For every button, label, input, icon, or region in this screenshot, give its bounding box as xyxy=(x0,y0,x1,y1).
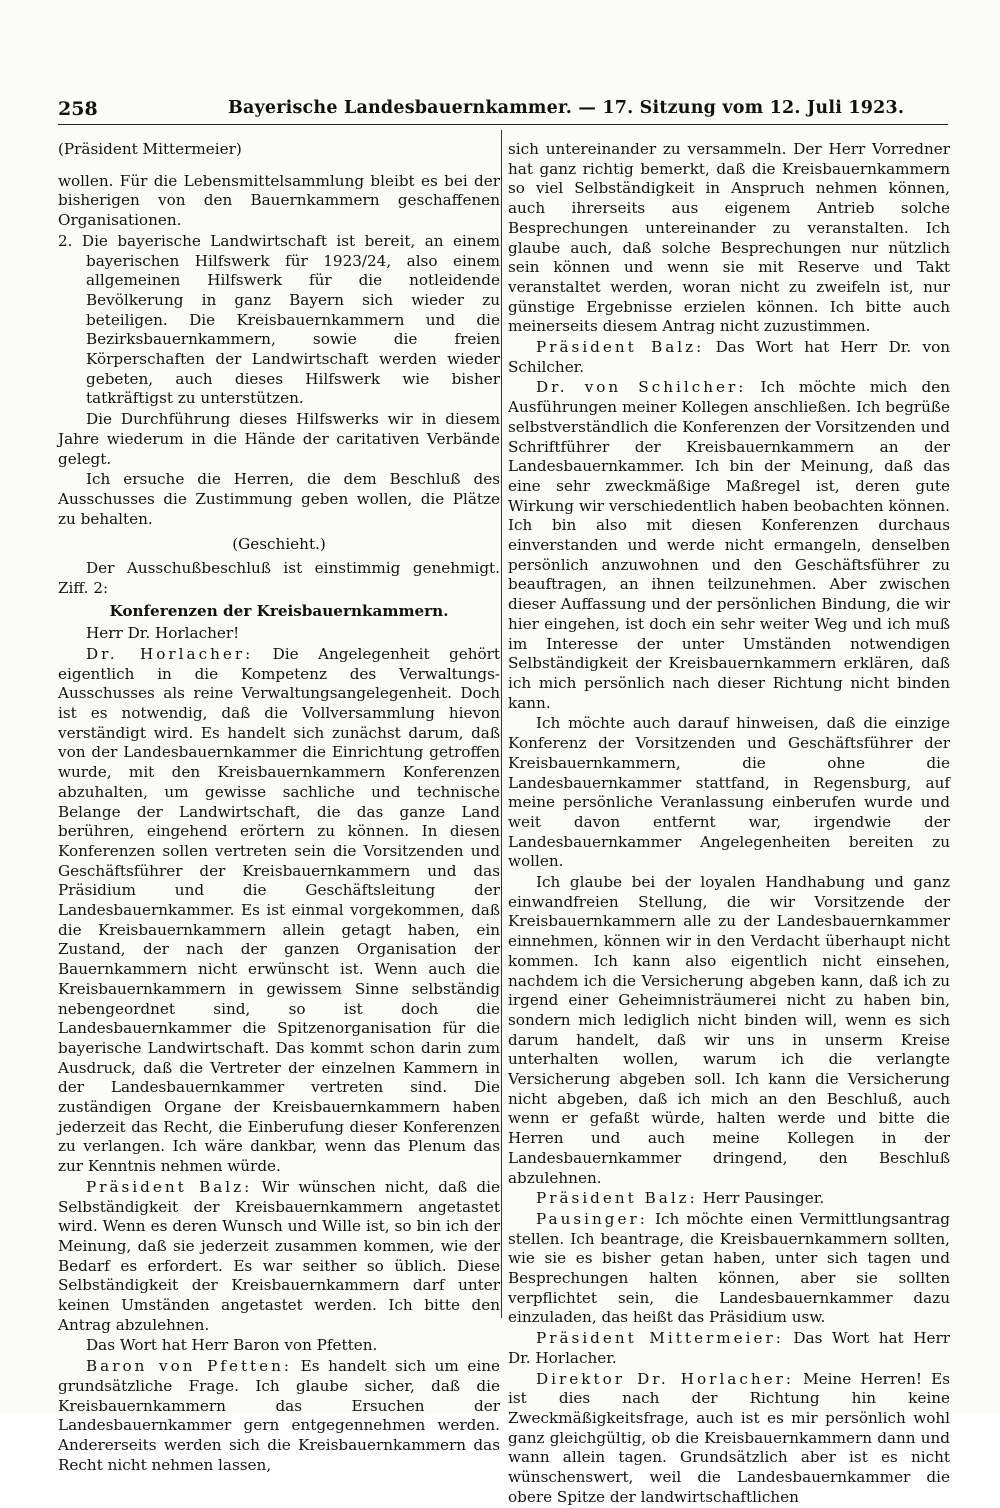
speech-text: Das Wort hat Herr Dr. von Schilcher. xyxy=(508,338,950,376)
speech-text: Das Wort hat Herr Dr. Horlacher. xyxy=(508,1329,950,1367)
speaker-name: Präsident Mittermeier: xyxy=(536,1329,784,1348)
page-number: 258 xyxy=(58,98,98,120)
paragraph xyxy=(508,1329,950,1368)
page-header xyxy=(58,96,948,125)
stage-note: (Geschieht.) xyxy=(232,535,326,554)
speech-text: Meine Herren! Es ist dies nach der Richtung hin keine Zweckmäßigkeitsfrage, auch ist es mir persönlich wohl ganz gleichgültig, ob die Kreisbauernkammern dann und wann allein tagen. Grundsätzlich aber ist es nicht wünschenswert, weil die Landesbauernkammer die obere Spitze der landwirtschaftlichen xyxy=(508,1369,950,1506)
speaker-name: Dr. Horlacher: xyxy=(86,644,254,663)
paragraph-continued: wollen. Für die Lebensmittelsammlung bleibt es bei der bisherigen von den Bauernkammern geschaffenen Organisationen. xyxy=(58,171,500,230)
paragraph xyxy=(508,1210,950,1328)
paragraph: Ich möchte auch darauf hinweisen, daß die einzige Konferenz der Vorsitzenden und Geschäftsführer der Kreisbauernkammern, die ohne die Landesbauernkammer stattfand, in Regensburg, auf meine persönliche Veranlassung einberufen wurde und weit davon entfernt war, irgendwie der Landesbauernkammer Angelegenheiten bereiten zu wollen. xyxy=(508,714,950,871)
speaker-name: Präsident Balz: xyxy=(536,338,705,357)
speaker-name: Dr. von Schilcher: xyxy=(536,378,747,397)
speech-text: Ich möchte mich den Ausführungen meiner Kollegen anschließen. Ich begrüße selbstverständlich die Konferenzen der Vorsitzenden und Schriftführer der Kreisbauernkammern an der Landesbauernkammer. Ich bin der Meinung, daß das eine sehr zweckmäßige Maßregel ist, deren gute Wirkung wir verschiedentlich haben beobachten können. Ich bin also mit diesen Konferenzen durchaus einverstanden und werde nicht ermangeln, denselben persönlich anzuwohnen und den Geschäftsführer zu beauftragen, an ihnen teilzunehmen. Aber zwischen dieser Auffassung und der persönlichen Bindung, die wir hier eingehen, ist doch ein sehr weiter Weg und ich muß im Interesse der unter Umständen notwendigen Selbständigkeit der Kreisbauernkammern erklären, daß ich mich persönlich nach dieser Richtung nicht binden kann. xyxy=(508,378,950,712)
left-column xyxy=(58,140,500,1474)
paragraph: Ich glaube bei der loyalen Handhabung und ganz einwandfreien Stellung, die wir Vorsitzende der Kreisbauernkammern alle zu der Landesbauernkammer einnehmen, können wir in den Verdacht überhaupt nicht kommen. Ich kann also eigentlich nicht einsehen, nachdem ich die Versicherung abgeben kann, daß ich zu irgend einer Geheimnisträumerei nicht zu haben bin, sondern mich lediglich nicht binden will, wenn es sich darum handelt, daß wir uns in unserm Kreise unterhalten wollen, warum ich die verlangte Versicherung abgeben soll. Ich kann die Versicherung nicht abgeben, daß ich mich an den Beschluß, auch wenn er gefaßt würde, halten werde und bitte die Herren und auch meine Kollegen in der Landesbauernkammer dringend, den Beschluß abzulehnen. xyxy=(508,873,950,1187)
speaker-name: Pausinger: xyxy=(536,1209,648,1228)
paragraph xyxy=(58,1178,500,1336)
paragraph xyxy=(508,338,950,377)
speaker-name: Präsident Balz: xyxy=(536,1189,698,1208)
paragraph xyxy=(508,378,950,713)
paragraph xyxy=(58,1357,500,1475)
numbered-item: 2. Die bayerische Landwirtschaft ist bereit, an einem bayerischen Hilfswerk für 1923/24, also einem allgemeinen Hilfswerk für die notleidende Bevölkerung in ganz Bayern sich wieder zu beteiligen. Die Kreisbauernkammern und die Bezirksbauernkammern, sowie die freien Körperschaften der Landwirtschaft werden wieder gebeten, auch dieses Hilfswerk wie bisher tatkräftigst zu unterstützen. xyxy=(58,231,500,408)
speaker-name: Präsident Balz: xyxy=(86,1177,253,1196)
column-divider xyxy=(501,130,502,1318)
speaker-name: Baron von Pfetten: xyxy=(86,1357,293,1376)
paragraph: Der Ausschußbeschluß ist einstimmig genehmigt. Ziff. 2: xyxy=(58,559,500,597)
paragraph: Ich ersuche die Herren, die dem Beschluß des Ausschusses die Zustimmung geben wollen, die Plätze zu behalten. xyxy=(58,470,500,528)
paragraph xyxy=(508,1370,950,1508)
paragraph xyxy=(508,1189,950,1209)
right-column xyxy=(508,140,950,1506)
section-heading: Konferenzen der Kreisbauernkammern. xyxy=(109,602,449,621)
paragraph: Das Wort hat Herr Baron von Pfetten. xyxy=(86,1336,378,1355)
paragraph: Herr Dr. Horlacher! xyxy=(86,624,240,643)
paragraph xyxy=(58,645,500,1177)
paragraph-continued: sich untereinander zu versammeln. Der Herr Vorredner hat ganz richtig bemerkt, daß die Kreisbauernkammern so viel Selbständigkeit in Anspruch nehmen können, auch ihrerseits aus eigenem Antrieb solche Besprechungen untereinander zu veranstalten. Ich glaube auch, daß solche Besprechungen nur nützlich sein können und wenn sie mit Reserve und Takt veranstaltet werden, woran nicht zu zweifeln ist, nur günstige Ergebnisse erzielen können. Ich bitte auch meinerseits diesem Antrag nicht zuzustimmen. xyxy=(508,140,950,336)
speech-text: Herr Pausinger. xyxy=(697,1189,825,1208)
speech-text: Ich möchte einen Vermittlungsantrag stellen. Ich beantrage, die Kreisbauernkammern sollten, wie sie es bisher getan haben, unter sich tagen und Besprechungen halten können, aber sie sollten verpflichtet sein, die Landesbauernkammer dazu einzuladen, das heißt das Präsidium usw. xyxy=(508,1209,950,1327)
speaker-label: (Präsident Mittermeier) xyxy=(58,140,242,158)
running-title: Bayerische Landesbauernkammer. — 17. Sitzung vom 12. Juli 1923. xyxy=(228,98,905,118)
paragraph: Die Durchführung dieses Hilfswerks wir in diesem Jahre wiederum in die Hände der caritativen Verbände gelegt. xyxy=(58,410,500,468)
speaker-name: Direktor Dr. Horlacher: xyxy=(536,1369,795,1388)
speech-text: Wir wünschen nicht, daß die Selbständigkeit der Kreisbauernkammern angetastet wird. Wenn es deren Wunsch und Wille ist, so bin ich der Meinung, daß sie jederzeit zusammen kommen, wie der Bedarf es erfordert. Es war seither so üblich. Diese Selbständigkeit der Kreisbauernkammern darf unter keinen Umständen angetastet werden. Ich bitte den Antrag abzulehnen. xyxy=(58,1177,500,1334)
speech-text: Die Angelegenheit gehört eigentlich in die Kompetenz des Verwaltungs-Ausschusses als reine Verwaltungsangelegenheit. Doch ist es notwendig, daß die Vollversammlung hievon verständigt wird. Es handelt sich zunächst darum, daß von der Landesbauernkammer die Einrichtung getroffen wurde, mit den Kreisbauernkammern Konferenzen abzuhalten, um gewisse sachliche und technische Belange der Landwirtschaft, die das ganze Land berühren, eingehend erörtern zu können. In diesen Konferenzen sollen vertreten sein die Vorsitzenden und Geschäftsführer der Kreisbauernkammern und das Präsidium und die Geschäftsleitung der Landesbauernkammer. Es ist einmal vorgekommen, daß die Kreisbauernkammern allein getagt haben, ein Zustand, der nach der ganzen Organisation der Bauernkammern nicht erwünscht ist. Wenn auch die Kreisbauernkammern in gewissem Sinne selbständig nebengeordnet sind, so ist doch die Landesbauernkammer die Spitzenorganisation für die bayerische Landwirtschaft. Das kommt schon darin zum Ausdruck, daß die Vertreter der einzelnen Kammern in der Landesbauernkammer vertreten sind. Die zuständigen Organe der Kreisbauernkammern haben jederzeit das Recht, die Einberufung dieser Konferenzen zu verlangen. Ich wäre dankbar, wenn das Plenum das zur Kenntnis nehmen würde. xyxy=(58,644,500,1176)
speech-text: Es handelt sich um eine grundsätzliche Frage. Ich glaube sicher, daß die Kreisbauernkammern das Ersuchen der Landesbauernkammer gern entgegennehmen werden. Andererseits werden sich die Kreisbauernkammern das Recht nicht nehmen lassen, xyxy=(58,1357,500,1474)
